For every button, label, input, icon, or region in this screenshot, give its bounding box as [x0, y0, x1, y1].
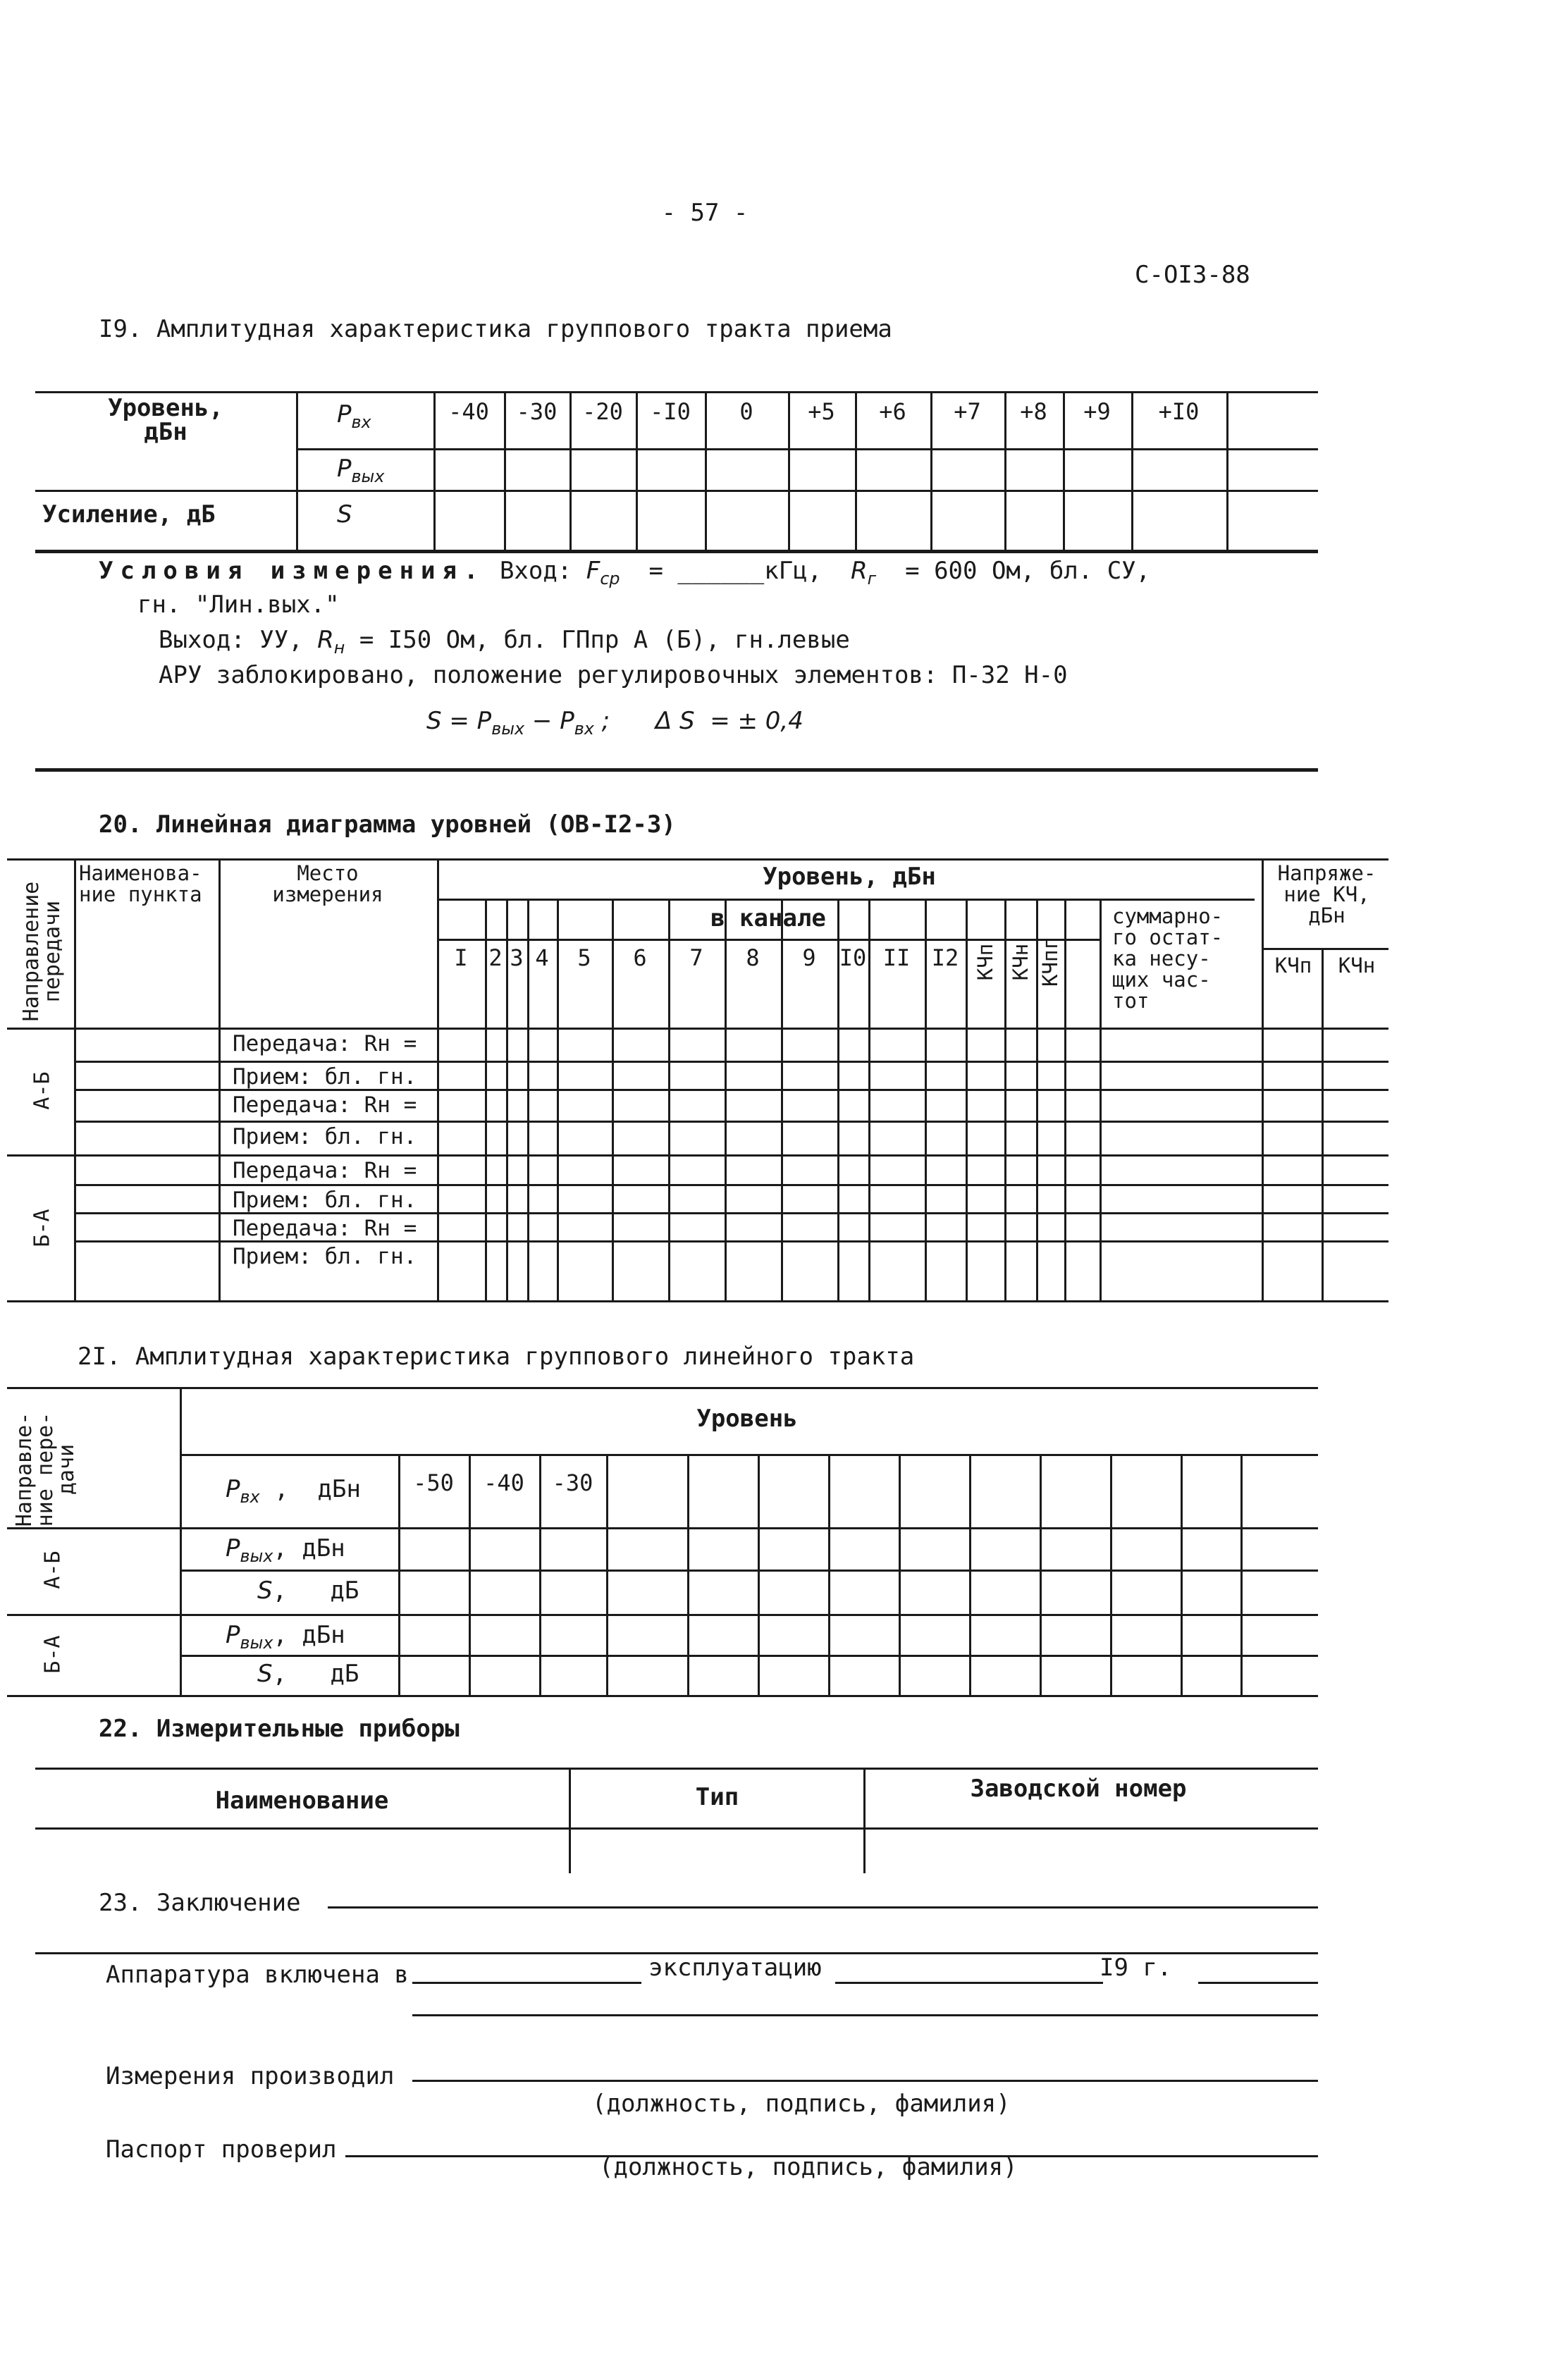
voltage-header: Напряже- ние КЧ, дБн: [1277, 861, 1377, 927]
section-21-title: 2I. Амплитудная характеристика группового линейного тракта: [78, 1343, 915, 1371]
sum-header: суммарно- го остат- ка несу- щих час- тот: [1112, 904, 1224, 1013]
s21-direction-header: Направле- ние пере- дачи: [12, 1412, 79, 1527]
s21-level-2: -30: [552, 1469, 593, 1496]
group-direction-ab: А-Б: [30, 1071, 55, 1110]
instrument-name-header: Наименование: [215, 1787, 389, 1815]
conditions-line-1: Условия измерения. Вход: $F_{ср}$ = ______кГц, $R_г = 600$ Ом, бл. СУ,: [99, 557, 1151, 588]
voltage-kchp: КЧп: [1274, 954, 1312, 978]
level-value-5: +5: [808, 398, 835, 425]
level-value-8: +8: [1020, 398, 1047, 425]
channel-3: 3: [510, 944, 524, 971]
document-code: С-ОI3-88: [1135, 261, 1250, 289]
place-header: Место измерения: [272, 861, 383, 906]
measure-place-row: Прием: бл. гн.: [233, 1124, 417, 1149]
level-value-9: +9: [1083, 398, 1111, 425]
channel-header: в канале: [710, 904, 826, 932]
measure-place-row: Прием: бл. гн.: [233, 1244, 417, 1269]
level-value-6: +6: [879, 398, 906, 425]
channel-5: 5: [577, 944, 591, 971]
level-value-4: 0: [739, 398, 753, 425]
level-value-0: -40: [448, 398, 489, 425]
put-into-label: Аппаратура включена в: [106, 1961, 409, 1989]
p-out-label: $P_{вых}$: [337, 455, 385, 486]
channel-6: 6: [633, 944, 647, 971]
voltage-kchn: КЧн: [1338, 954, 1376, 978]
checked-by-label: Паспорт проверил: [106, 2135, 337, 2164]
section-19-title: I9. Амплитудная характеристика группового тракта приема: [99, 315, 892, 343]
measure-place-row: Передача: Rн =: [233, 1216, 417, 1241]
conditions-line-3: Выход: УУ, $R_н = I50$ Ом, бл. ГПпр А (Б), гн.левые: [159, 626, 850, 658]
operation-date-field[interactable]: [835, 1982, 1103, 1984]
p-in-label: $P_{вх}$: [337, 400, 371, 432]
s21-level-header: Уровень: [696, 1405, 798, 1433]
s21-s-1: S, дБ: [257, 1577, 359, 1605]
channel-2: 2: [488, 944, 503, 971]
put-into-extra-line[interactable]: [412, 2014, 1318, 2016]
group-direction-ba: Б-А: [30, 1209, 55, 1247]
s21-level-1: -40: [484, 1469, 524, 1496]
direction-header: Направление передачи: [19, 881, 65, 1022]
channel-10: I0: [839, 944, 867, 971]
measure-place-row: Передача: Rн =: [233, 1031, 417, 1056]
measure-place-row: Передача: Rн =: [233, 1158, 417, 1183]
point-header: Наименова- ние пункта: [79, 861, 202, 906]
measured-by-field[interactable]: [412, 2080, 1318, 2082]
kch-header-1: КЧн: [1008, 943, 1033, 981]
gain-label: Усиление, дБ: [42, 500, 216, 529]
year-field[interactable]: [1198, 1982, 1318, 1984]
kch-header-2: КЧпг: [1038, 937, 1062, 987]
measure-place-row: Прием: бл. гн.: [233, 1188, 417, 1213]
operation-label: эксплуатацию: [648, 1954, 822, 1982]
conditions-line-4: АРУ заблокировано, положение регулировочных элементов: П-32 Н-0: [159, 661, 1068, 689]
formula: $S = P_{вых} - P_{вх}$ ; Δ S = ± 0,4: [426, 707, 803, 739]
level-label: Уровень, дБн: [108, 394, 223, 446]
level-value-7: +7: [954, 398, 981, 425]
instrument-type-header: Тип: [695, 1783, 739, 1811]
page-number: - 57 -: [661, 199, 749, 227]
level-value-10: +I0: [1158, 398, 1200, 425]
measure-place-row: Передача: Rн =: [233, 1092, 417, 1118]
channel-9: 9: [802, 944, 816, 971]
year-label: I9 г.: [1100, 1954, 1172, 1982]
conditions-line-2: гн. "Лин.вых.": [137, 591, 340, 619]
channel-4: 4: [535, 944, 549, 971]
put-into-field[interactable]: [412, 1982, 641, 1984]
s21-p-out-1: $P_{вых}$, дБн: [226, 1534, 345, 1566]
measured-by-caption: (должность, подпись, фамилия): [592, 2090, 1011, 2118]
s21-level-0: -50: [413, 1469, 454, 1496]
level-value-2: -20: [582, 398, 623, 425]
checked-by-caption: (должность, подпись, фамилия): [599, 2153, 1018, 2181]
instrument-serial-header: Заводской номер: [970, 1775, 1187, 1803]
kch-header-0: КЧп: [973, 943, 997, 981]
section-20-title: 20. Линейная диаграмма уровней (ОВ-I2-3): [99, 810, 676, 839]
channel-1: I: [454, 944, 468, 971]
s21-s-2: S, дБ: [257, 1660, 359, 1688]
measure-place-row: Прием: бл. гн.: [233, 1064, 417, 1090]
s21-direction-ab: А-Б: [40, 1550, 66, 1589]
channel-7: 7: [689, 944, 703, 971]
level-header: Уровень, дБн: [763, 863, 936, 891]
level-value-3: -I0: [650, 398, 691, 425]
channel-11: II: [882, 944, 911, 971]
channel-8: 8: [746, 944, 760, 971]
level-value-1: -30: [516, 398, 558, 425]
s21-p-out-2: $P_{вых}$, дБн: [226, 1621, 345, 1653]
section-22-title: 22. Измерительные приборы: [99, 1715, 460, 1743]
section-23-title: 23. Заключение: [99, 1889, 301, 1917]
s-label: S: [337, 500, 352, 529]
divider: [35, 768, 1318, 772]
channel-12: I2: [931, 944, 959, 971]
s21-direction-ba: Б-А: [40, 1635, 66, 1674]
conclusion-line-1[interactable]: [328, 1906, 1318, 1909]
s21-p-in: $P_{вх}$ , дБн: [226, 1475, 361, 1507]
measured-by-label: Измерения производил: [106, 2062, 395, 2090]
